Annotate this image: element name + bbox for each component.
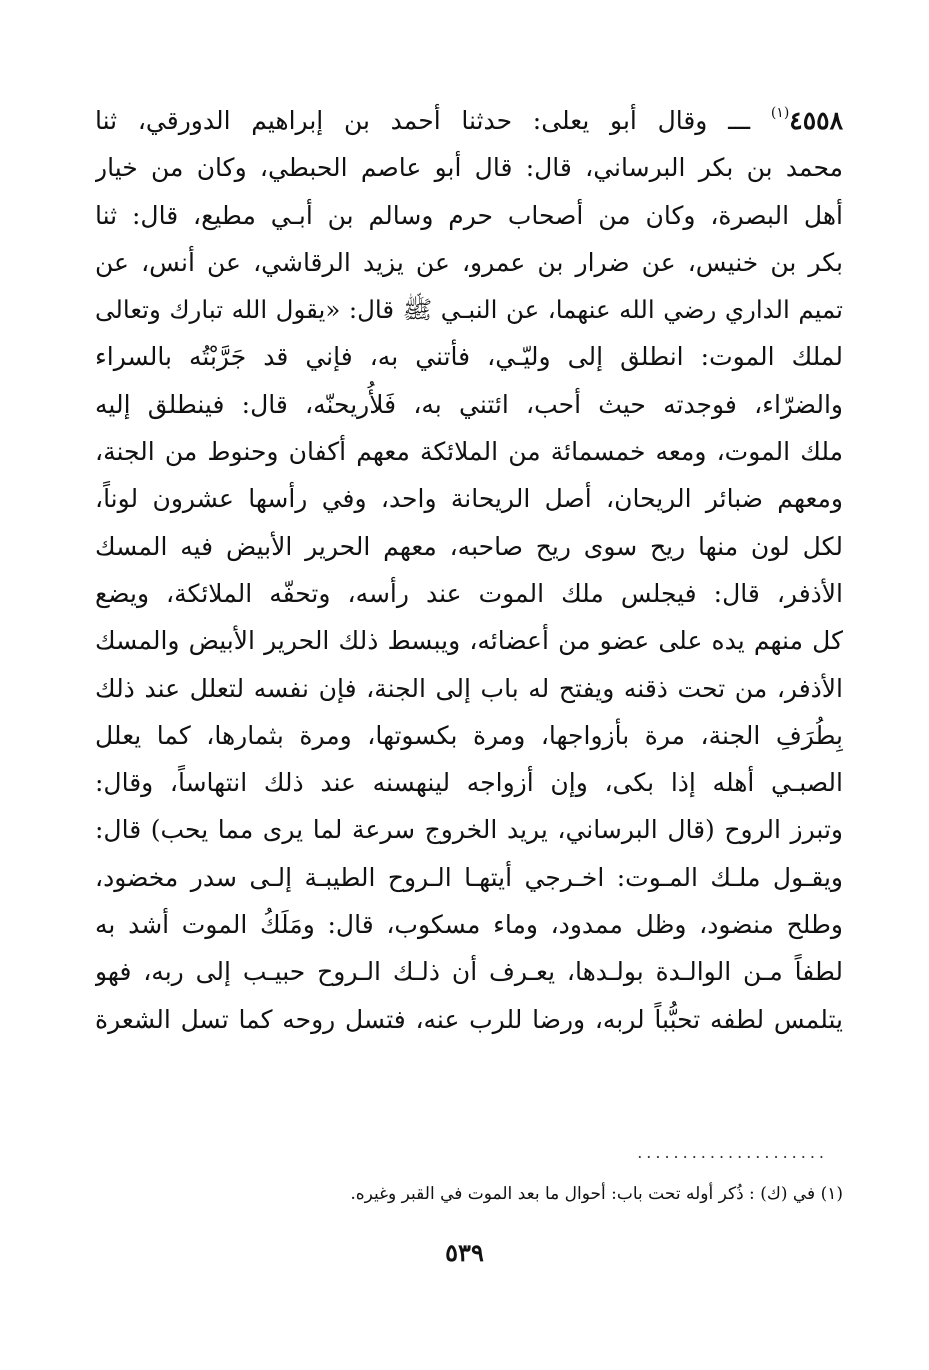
hadith-first-line: [95, 97, 843, 144]
text-line: ملك الموت، ومعه خمسمائة من الملائكة معهم أكفان وحنوط من الجنة،: [95, 437, 843, 467]
hadith-line-text: وقال أبو يعلى: حدثنا أحمد بن إبراهيم الدورقي، ثنا: [95, 106, 708, 135]
footnote-number: (١): [820, 1184, 843, 1204]
text-line: وطلح منضود، وظل ممدود، وماء مسكوب، قال: ومَلَكُ الموت أشد به: [95, 910, 843, 940]
text-line: لطفاً مـن الوالـدة بولـدها، يعـرف أن ذلـك الـروح حبيـب إلى ربه، فهو: [95, 957, 843, 987]
text-line: تميم الداري رضي الله عنهما، عن النبـي ﷺ قال: «يقول الله تبارك وتعالى: [95, 295, 843, 325]
text-line: ومعهم ضبائر الريحان، أصل الريحانة واحد، وفي رأسها عشرون لوناً،: [95, 484, 843, 514]
page-number: ٥٣٩: [445, 1238, 484, 1267]
text-line: وتبرز الروح (قال البرساني، يريد الخروج سرعة لما يرى مما يحب) قال:: [95, 815, 843, 845]
text-line: بكر بن خنيس، عن ضرار بن عمرو، عن يزيد الرقاشي، عن أنس، عن: [95, 247, 843, 277]
hadith-number: ٤٥٥٨: [789, 106, 843, 135]
footnote-separator: .....................: [637, 1147, 828, 1159]
hadith-text: [95, 97, 843, 1043]
text-line: الصبـي أهله إذا بكى، وإن أزواجه لينهسنه عند ذلك انتهاساً، وقال:: [95, 768, 843, 798]
footnote-marker: (١): [770, 105, 790, 121]
text-line: الأذفر، قال: فيجلس ملك الموت عند رأسه، وتحفّه الملائكة، ويضع: [95, 578, 843, 608]
text-line: ويقـول ملـك المـوت: اخـرجي أيتهـا الـروح الطيبـة إلـى سدر مخضود،: [95, 862, 843, 892]
text-line: لكل لون منها ريح سوى ريح صاحبه، معهم الحرير الأبيض فيه المسك: [95, 531, 843, 561]
text-line: يتلمس لطفه تحبُّباً لربه، ورضا للرب عنه، فتسل روحه كما تسل الشعرة: [95, 1004, 843, 1034]
text-line: محمد بن بكر البرساني، قال: قال أبو عاصم الحبطي، وكان من خيار: [95, 153, 843, 183]
text-line: بِطُرَفِ الجنة، مرة بأزواجها، ومرة بكسوتها، ومرة بثمارها، كما يعلل: [95, 720, 843, 750]
text-line: الأذفر، من تحت ذقنه ويفتح له باب إلى الجنة، فإن نفسه لتعلل عند ذلك: [95, 673, 843, 703]
text-line: لملك الموت: انطلق إلى وليّـي، فأتني به، فإني قد جَرَّبْتُه بالسراء: [95, 342, 843, 372]
footnote-text: في (ك) : ذُكر أوله تحت باب: أحوال ما بعد الموت في القبر وغيره.: [350, 1184, 816, 1204]
footnote: [270, 1180, 843, 1208]
text-line: كل منهم يده على عضو من أعضائه، ويبسط ذلك الحرير الأبيض والمسك: [95, 626, 843, 656]
text-line: أهل البصرة، وكان من أصحاب حرم وسالم بن أبـي مطيع، قال: ثنا: [95, 200, 843, 230]
hadith-dash: ـــ: [728, 106, 751, 135]
text-line: والضرّاء، فوجدته حيث أحب، ائتني به، فَلأُريحنّه، قال: فينطلق إليه: [95, 389, 843, 419]
